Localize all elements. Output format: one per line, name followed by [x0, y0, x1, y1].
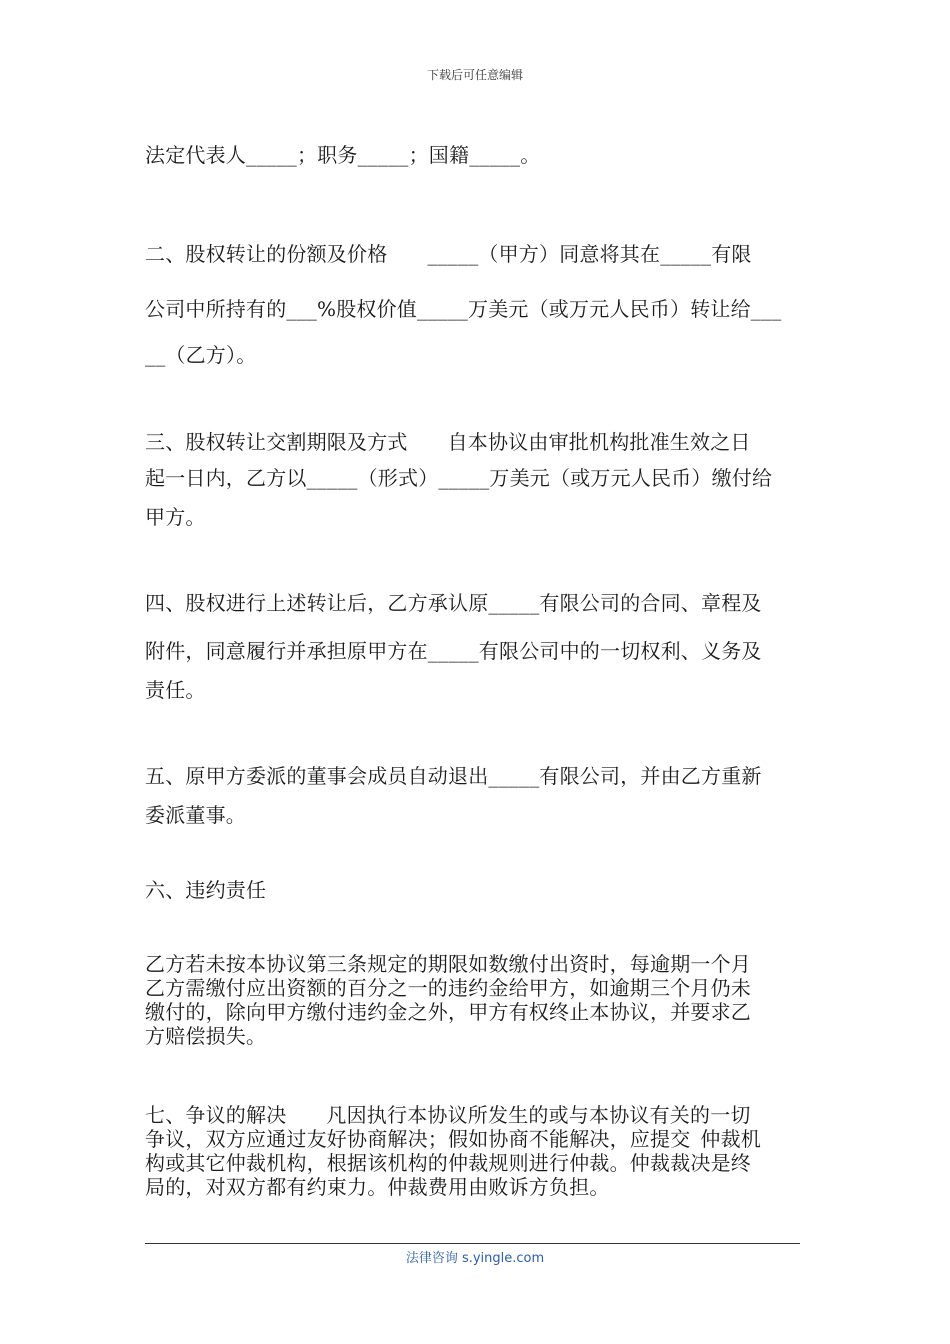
- section-3-line-2: 起一日内，乙方以_____（形式）_____万美元（或万元人民币）缴付给: [145, 466, 773, 490]
- section-7-line-4: 局的，对双方都有约束力。仲裁费用由败诉方负担。: [145, 1175, 610, 1199]
- footer-link[interactable]: 法律咨询 s.yingle.com: [405, 1251, 545, 1266]
- section-2-line-1: [145, 238, 815, 267]
- section-2-line-3: __（乙方）。: [145, 343, 257, 367]
- section-7-line-3: 构或其它仲裁机构，根据该机构的仲裁规则进行仲裁。仲裁裁决是终: [145, 1151, 751, 1175]
- section-6-line-1: 乙方若未按本协议第三条规定的期限如数缴付出资时，每逾期一个月: [145, 952, 751, 976]
- section-2-line-2: 公司中所持有的___%股权价值_____万美元（或万元人民币）转让给___: [145, 297, 782, 321]
- section-2-text: _____（甲方）同意将其在_____有限: [427, 242, 752, 266]
- section-5-line-2: 委派董事。: [145, 803, 246, 827]
- footer-divider: [145, 1243, 800, 1244]
- section-3-title: 三、股权转让交割期限及方式: [145, 430, 408, 454]
- section-2-title: 二、股权转让的份额及价格: [145, 242, 388, 266]
- section-3-text: 自本协议由审批机构批准生效之日: [447, 430, 751, 454]
- section-6-line-4: 方赔偿损失。: [145, 1024, 267, 1048]
- section-6-line-3: 缴付的，除向甲方缴付违约金之外，甲方有权终止本协议，并要求乙: [145, 1000, 751, 1024]
- section-7-text-a: 争议，双方应通过友好协商解决；假如协商不能解决，应提交: [145, 1127, 691, 1151]
- section-4-line-3: 责任。: [145, 678, 206, 702]
- section-6-title: 六、违约责任: [145, 878, 267, 902]
- legal-rep-line: 法定代表人_____；职务_____；国籍_____。: [145, 143, 541, 167]
- section-3-line-3: 甲方。: [145, 505, 206, 529]
- section-4-line-2: 附件，同意履行并承担原甲方在_____有限公司中的一切权利、义务及: [145, 639, 762, 663]
- section-5-line-1: 五、原甲方委派的董事会成员自动退出_____有限公司，并由乙方重新: [145, 764, 762, 788]
- section-6-line-2: 乙方需缴付应出资额的百分之一的违约金给甲方，如逾期三个月仍未: [145, 976, 751, 1000]
- section-3-line-1: [145, 426, 815, 455]
- section-7-text: 凡因执行本协议所发生的或与本协议有关的一切: [326, 1103, 751, 1127]
- section-4-line-1: 四、股权进行上述转让后，乙方承认原_____有限公司的合同、章程及: [145, 591, 762, 615]
- section-7-text-b: 仲裁机: [700, 1127, 762, 1151]
- section-7-title: 七、争议的解决: [145, 1103, 287, 1127]
- page-header: 下载后可任意编辑: [426, 68, 523, 82]
